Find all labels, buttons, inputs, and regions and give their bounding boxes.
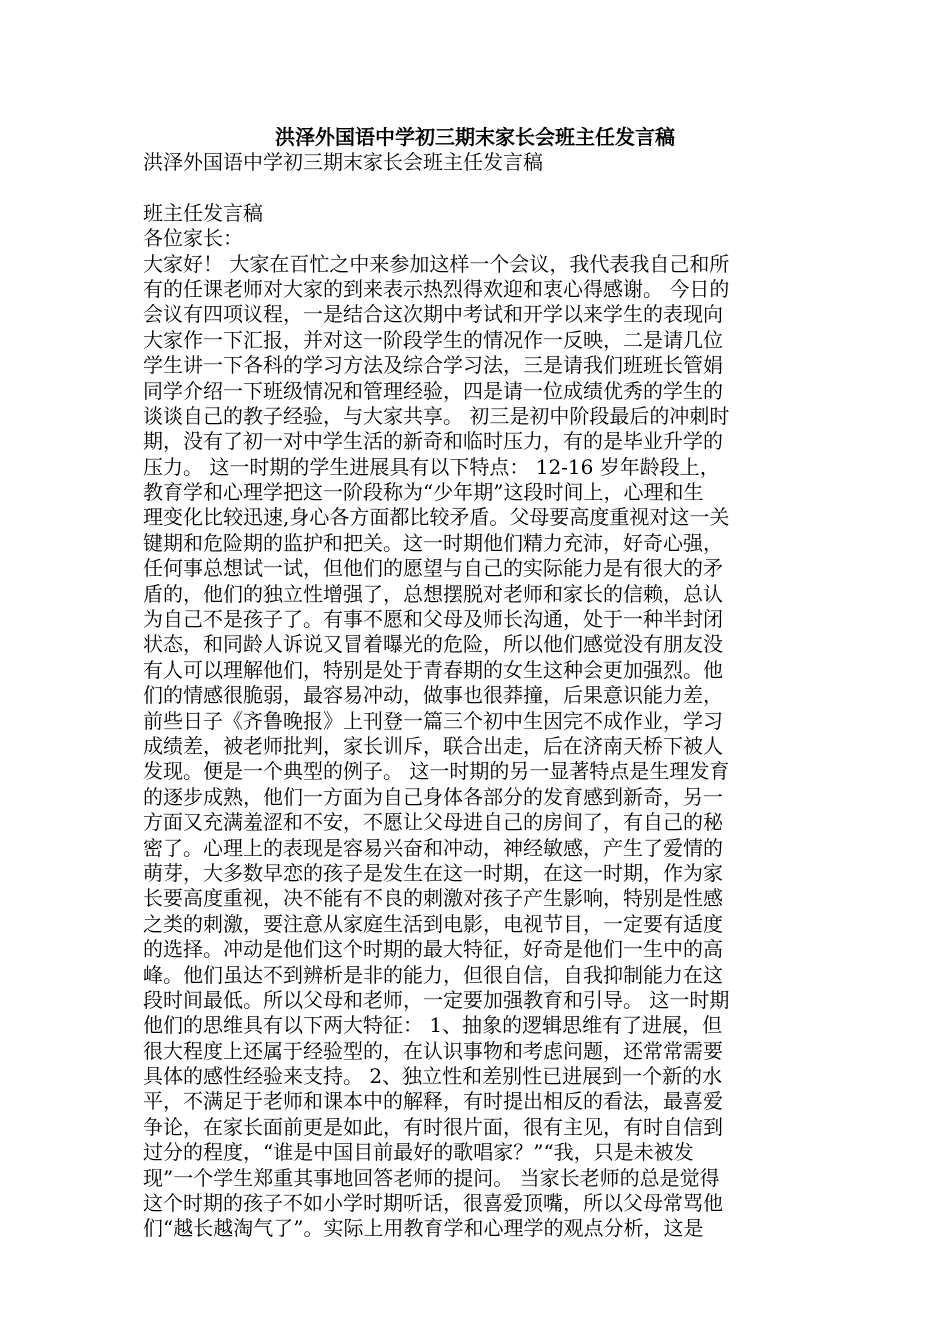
body-line: 成绩差，被老师批判，家长训斥，联合出走，后在济南天桥下被人	[143, 733, 723, 758]
body-line: 们“越长越淘气了”。实际上用教育学和心理学的观点分析，这是	[143, 1216, 704, 1241]
body-line: 大家好！ 大家在百忙之中来参加这样一个会议，我代表我自己和所	[143, 251, 730, 276]
body-line: 方面又充满羞涩和不安，不愿让父母进自己的房间了，有自己的秘	[143, 810, 723, 835]
body-line: 这个时期的孩子不如小学时期听话，很喜爱顶嘴，所以父母常骂他	[143, 1191, 723, 1216]
body-line: 同学介绍一下班级情况和管理经验，四是请一位成绩优秀的学生的	[143, 378, 723, 403]
section-heading: 班主任发言稿	[143, 200, 263, 225]
body-line: 发现。便是一个典型的例子。 这一时期的另一显著特点是生理发育	[143, 759, 730, 784]
body-line: 之类的刺激，要注意从家庭生活到电影，电视节目，一定要有适度	[143, 911, 723, 936]
body-line: 密了。心理上的表现是容易兴奋和冲动，神经敏感，产生了爱情的	[143, 835, 723, 860]
body-line: 期，没有了初一对中学生活的新奇和临时压力，有的是毕业升学的	[143, 429, 723, 454]
body-paragraph	[143, 252, 813, 1242]
body-line: 峰。他们虽达不到辨析是非的能力，但很自信，自我抑制能力在这	[143, 962, 723, 987]
body-line: 长要高度重视，决不能有不良的刺激对孩子产生影响，特别是性感	[143, 886, 723, 911]
body-line: 前些日子《齐鲁晚报》上刊登一篇三个初中生因完不成作业，学习	[143, 708, 723, 733]
body-line: 状态，和同龄人诉说又冒着曝光的危险，所以他们感觉没有朋友没	[143, 632, 723, 657]
body-line: 平，不满足于老师和课本中的解释，有时提出相反的看法，最喜爱	[143, 1089, 723, 1114]
blank-line	[143, 175, 813, 200]
body-line: 键期和危险期的监护和把关。这一时期他们精力充沛，好奇心强，	[143, 530, 723, 555]
body-line: 现”一个学生郑重其事地回答老师的提问。 当家长老师的总是觉得	[143, 1165, 720, 1190]
body-line: 段时间最低。所以父母和老师，一定要加强教育和引导。 这一时期	[143, 987, 730, 1012]
body-line: 们的情感很脆弱，最容易冲动，做事也很莽撞，后果意识能力差，	[143, 683, 723, 708]
body-line: 的选择。冲动是他们这个时期的最大特征，好奇是他们一生中的高	[143, 937, 723, 962]
body-line: 过分的程度，“谁是中国目前最好的歌唱家？”“我，只是未被发	[143, 1140, 694, 1165]
body-line: 争论，在家长面前更是如此，有时很片面，很有主见，有时自信到	[143, 1114, 723, 1139]
body-line: 学生讲一下各科的学习方法及综合学习法，三是请我们班班长管娟	[143, 353, 723, 378]
body-line: 谈谈自己的教子经验，与大家共享。 初三是初中阶段最后的冲刺时	[143, 403, 730, 428]
body-line: 萌芽，大多数早恋的孩子是发生在这一时期，在这一时期，作为家	[143, 860, 723, 885]
body-line: 很大程度上还属于经验型的，在认识事物和考虑问题，还常常需要	[143, 1038, 723, 1063]
body-line: 有的任课老师对大家的到来表示热烈得欢迎和衷心得感谢。 今日的	[143, 276, 730, 301]
body-line: 具体的感性经验来支持。 2、独立性和差别性已进展到一个新的水	[143, 1064, 723, 1089]
document-title: 洪泽外国语中学初三期末家长会班主任发言稿	[275, 125, 675, 149]
body-line: 会议有四项议程，一是结合这次期中考试和开学以来学生的表现向	[143, 302, 723, 327]
body-line: 任何事总想试一试，但他们的愿望与自己的实际能力是有很大的矛	[143, 556, 723, 581]
body-line: 大家作一下汇报，并对这一阶段学生的情况作一反映，二是请几位	[143, 327, 723, 352]
body-line: 盾的，他们的独立性增强了，总想摆脱对老师和家长的信赖，总认	[143, 581, 723, 606]
document-body	[143, 150, 813, 1242]
body-line: 为自己不是孩子了。有事不愿和父母及师长沟通，处于一种半封闭	[143, 607, 723, 632]
body-line: 压力。 这一时期的学生进展具有以下特点： 12-16 岁年龄段上，	[143, 454, 720, 479]
salutation: 各位家长：	[143, 226, 243, 251]
body-line: 有人可以理解他们，特别是处于青春期的女生这种会更加强烈。他	[143, 657, 723, 682]
document-subtitle: 洪泽外国语中学初三期末家长会班主任发言稿	[143, 150, 543, 174]
body-line: 他们的思维具有以下两大特征： 1、抽象的逻辑思维有了进展，但	[143, 1013, 723, 1038]
body-line: 的逐步成熟，他们一方面为自己身体各部分的发育感到新奇，另一	[143, 784, 723, 809]
body-line: 理变化比较迅速,身心各方面都比较矛盾。父母要高度重视对这一关	[143, 505, 730, 530]
body-line: 教育学和心理学把这一阶段称为“少年期”这段时间上，心理和生	[143, 480, 704, 505]
